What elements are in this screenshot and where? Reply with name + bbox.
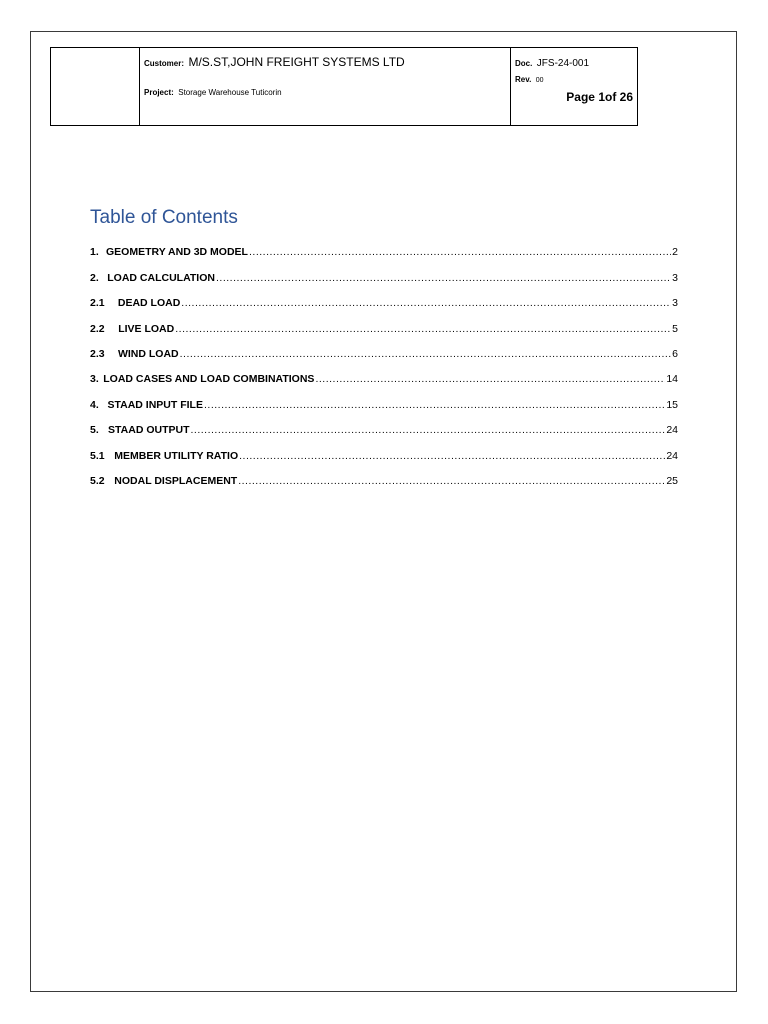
toc-entry[interactable] — [90, 411, 678, 436]
project-label: Project: — [144, 88, 174, 97]
toc-entry-page: 14 — [666, 373, 678, 386]
document-header — [50, 47, 638, 126]
toc-entry-title: LIVE LOAD — [118, 322, 175, 335]
toc-entry-title: STAAD OUTPUT — [108, 424, 190, 437]
toc-dot-leader — [190, 424, 665, 436]
doc-value: JFS-24-001 — [536, 58, 590, 69]
doc-label: Doc. — [515, 59, 533, 68]
project-value: Storage Warehouse Tuticorin — [178, 88, 282, 97]
toc-entry-page: 2 — [672, 246, 678, 259]
toc-entry-title: LOAD CALCULATION — [107, 271, 215, 284]
toc-entry[interactable] — [90, 462, 678, 487]
toc-dot-leader — [238, 475, 665, 487]
toc-entry-number: 5. — [90, 424, 99, 437]
toc-dot-leader — [204, 399, 665, 411]
toc-entry-page: 24 — [666, 424, 678, 437]
toc-entry[interactable] — [90, 335, 678, 360]
toc-entry[interactable] — [90, 284, 678, 309]
toc-dot-leader — [175, 323, 671, 335]
customer-label: Customer: — [144, 59, 185, 68]
toc-entry[interactable] — [90, 258, 678, 283]
toc-list — [90, 233, 678, 487]
toc-entry-page: 24 — [666, 449, 678, 462]
toc-entry-number: 4. — [90, 398, 99, 411]
toc-dot-leader — [216, 272, 671, 284]
toc-entry[interactable] — [90, 233, 678, 258]
rev-value: 00 — [535, 77, 544, 84]
toc-entry[interactable] — [90, 360, 678, 385]
toc-entry[interactable] — [90, 436, 678, 461]
toc-dot-leader — [239, 450, 665, 462]
page-number: Page 1of 26 — [566, 90, 633, 104]
toc-entry-page: 25 — [666, 474, 678, 487]
toc-entry[interactable] — [90, 385, 678, 410]
page-border — [30, 31, 737, 992]
toc-entry-number: 2.1 — [90, 297, 105, 310]
rev-label: Rev. — [515, 75, 532, 84]
toc-entry-number: 1. — [90, 246, 99, 259]
toc-entry-title: LOAD CASES AND LOAD COMBINATIONS — [103, 373, 315, 386]
toc-entry-page: 3 — [672, 271, 678, 284]
toc-entry-page: 3 — [672, 297, 678, 310]
customer-value: M/S.ST,JOHN FREIGHT SYSTEMS LTD — [188, 55, 405, 69]
toc-entry-number: 3. — [90, 373, 99, 386]
toc-dot-leader — [249, 246, 671, 258]
logo-cell — [51, 48, 140, 125]
toc-entry-page: 6 — [672, 347, 678, 360]
toc-entry-page: 5 — [672, 322, 678, 335]
toc-entry-title: WIND LOAD — [117, 347, 179, 360]
toc-entry-title: DEAD LOAD — [117, 297, 181, 310]
toc-entry-title: STAAD INPUT FILE — [107, 398, 203, 411]
toc-entry-title: NODAL DISPLACEMENT — [114, 474, 238, 487]
toc-dot-leader — [181, 297, 671, 309]
revision-line — [515, 69, 544, 87]
customer-project-cell — [140, 48, 511, 125]
toc-entry-number: 5.1 — [90, 449, 105, 462]
project-line — [144, 82, 282, 100]
toc-entry-number: 2. — [90, 271, 99, 284]
toc-entry-number: 5.2 — [90, 474, 105, 487]
toc-entry[interactable] — [90, 309, 678, 334]
toc-entry-number: 2.3 — [90, 347, 105, 360]
toc-dot-leader — [180, 348, 672, 360]
toc-entry-page: 15 — [666, 398, 678, 411]
toc-dot-leader — [315, 373, 665, 385]
toc-entry-title: GEOMETRY AND 3D MODEL — [106, 246, 248, 259]
toc-entry-title: MEMBER UTILITY RATIO — [114, 449, 239, 462]
doc-info-cell — [511, 48, 637, 125]
toc-entry-number: 2.2 — [90, 322, 105, 335]
toc-title: Table of Contents — [90, 207, 238, 228]
customer-line — [144, 53, 405, 71]
